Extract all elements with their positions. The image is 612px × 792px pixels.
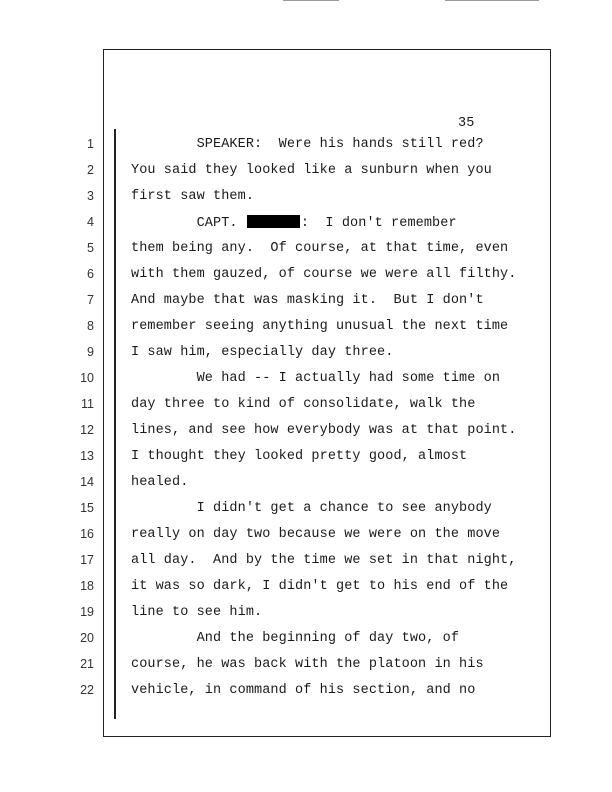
line-number: 1: [87, 137, 94, 151]
line-number: 14: [80, 475, 94, 489]
line-continuation: : I don't remember: [300, 216, 457, 231]
transcript-line: I saw him, especially day three.: [131, 345, 394, 360]
transcript-line: first saw them.: [131, 189, 255, 204]
transcript-line: I didn't get a chance to see anybody: [131, 501, 492, 516]
line-number: 19: [80, 605, 94, 619]
transcript-line: And maybe that was masking it. But I don't: [131, 293, 484, 308]
transcript-line: them being any. Of course, at that time, even: [131, 241, 509, 256]
line-number: 13: [80, 449, 94, 463]
transcript-line: really on day two because we were on the move: [131, 527, 501, 542]
left-margin-rule: [114, 129, 116, 719]
transcript-line: I thought they looked pretty good, almost: [131, 449, 468, 464]
transcript-line: it was so dark, I didn't get to his end of the: [131, 579, 509, 594]
line-number: 10: [80, 371, 94, 385]
transcript-line: with them gauzed, of course we were all filthy.: [131, 267, 517, 282]
line-number: 2: [87, 163, 94, 177]
transcript-line: We had -- I actually had some time on: [131, 371, 501, 386]
line-number: 4: [87, 215, 94, 229]
line-number: 17: [80, 553, 94, 567]
line-number: 15: [80, 501, 94, 515]
line-number: 7: [87, 293, 94, 307]
transcript-line: SPEAKER: Were his hands still red?: [131, 137, 484, 152]
transcript-line: line to see him.: [131, 605, 263, 620]
line-number: 12: [80, 423, 94, 437]
transcript-line: And the beginning of day two, of: [131, 631, 460, 646]
top-edge-mark: [445, 0, 539, 1]
line-number: 11: [81, 397, 94, 411]
line-number: 5: [87, 241, 94, 255]
transcript-line: day three to kind of consolidate, walk the: [131, 397, 476, 412]
transcript-line: [131, 215, 457, 231]
transcript-line: vehicle, in command of his section, and no: [131, 683, 476, 698]
transcript-line: healed.: [131, 475, 189, 490]
line-number: 21: [80, 657, 94, 671]
line-number: 9: [87, 345, 94, 359]
speaker-label: CAPT.: [131, 216, 246, 231]
line-number: 6: [87, 267, 94, 281]
line-number: 16: [80, 527, 94, 541]
line-number: 18: [80, 579, 94, 593]
line-number: 20: [80, 631, 94, 645]
transcript-line: You said they looked like a sunburn when you: [131, 163, 492, 178]
page-number: 35: [458, 116, 475, 131]
transcript-line: remember seeing anything unusual the next time: [131, 319, 509, 334]
transcript-line: lines, and see how everybody was at that point.: [131, 423, 517, 438]
top-edge-mark: [283, 0, 339, 1]
line-number: 22: [80, 683, 94, 697]
redaction-bar: [247, 215, 300, 228]
transcript-line: course, he was back with the platoon in his: [131, 657, 484, 672]
transcript-line: all day. And by the time we set in that night,: [131, 553, 517, 568]
line-number: 8: [87, 319, 94, 333]
line-number: 3: [87, 189, 94, 203]
